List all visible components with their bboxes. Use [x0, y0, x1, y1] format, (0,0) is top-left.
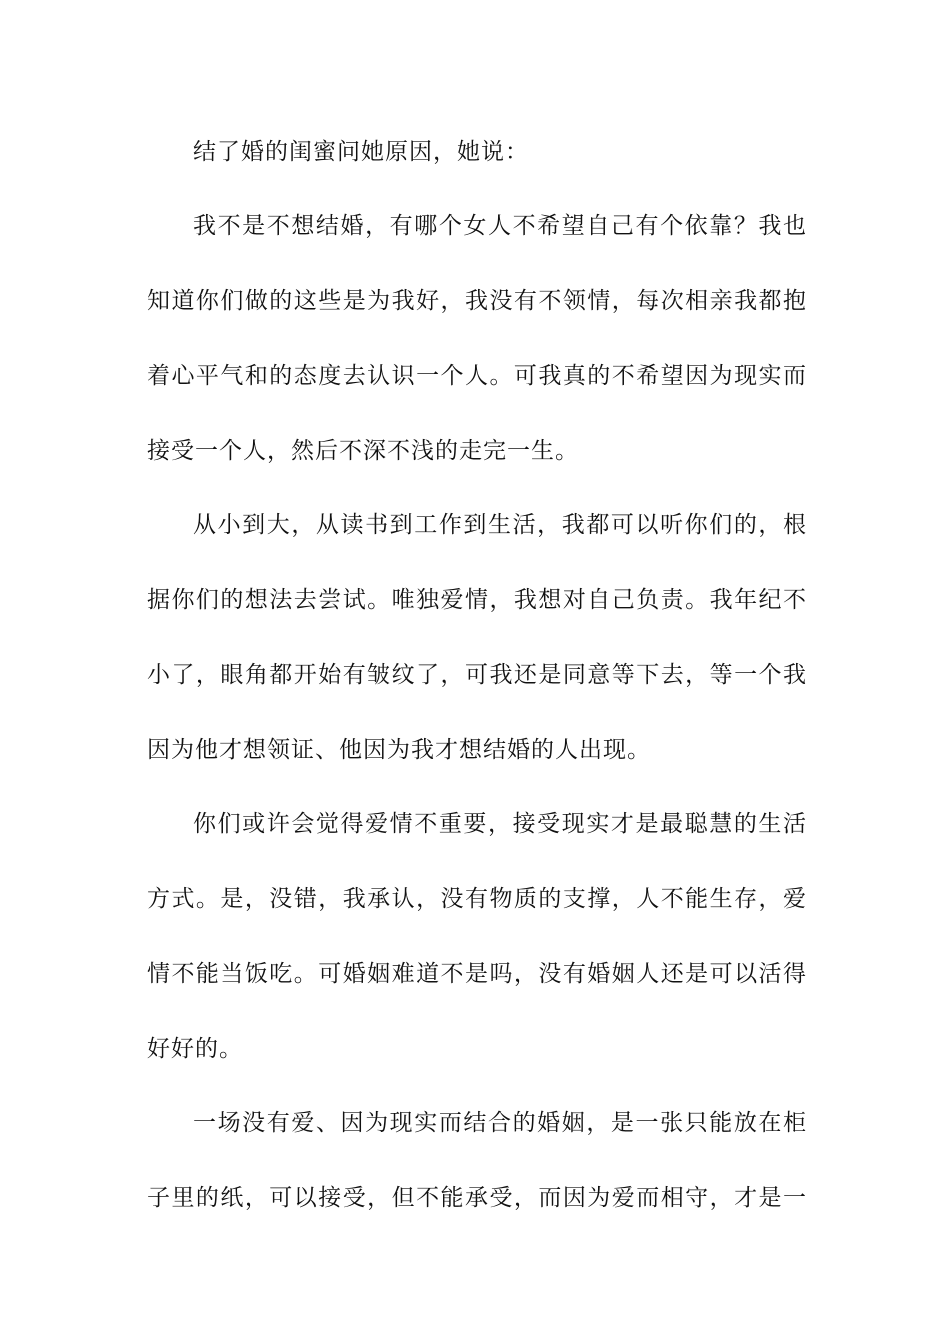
- paragraph-3: [147, 488, 807, 788]
- text-line: 据你们的想法去尝试。唯独爱情，我想对自己负责。我年纪不: [147, 587, 807, 613]
- text-line: 子里的纸，可以接受，但不能承受，而因为爱而相守，才是一: [147, 1185, 807, 1211]
- paragraph-5: [147, 1086, 807, 1236]
- text-line: 方式。是，没错，我承认，没有物质的支撑，人不能生存，爱: [147, 886, 807, 912]
- text-line: 知道你们做的这些是为我好，我没有不领情，每次相亲我都抱: [147, 288, 807, 314]
- text-line: 你们或许会觉得爱情不重要，接受现实才是最聪慧的生活: [193, 811, 807, 837]
- text-line: 一场没有爱、因为现实而结合的婚姻，是一张只能放在柜: [193, 1110, 807, 1136]
- paragraph-4: [147, 787, 807, 1087]
- paragraph-1: [147, 115, 807, 190]
- paragraph-2: [147, 189, 807, 489]
- text-line: 结了婚的闺蜜问她原因，她说：: [193, 139, 529, 165]
- text-line: 因为他才想领证、他因为我才想结婚的人出现。: [147, 737, 651, 763]
- text-line: 从小到大，从读书到工作到生活，我都可以听你们的，根: [193, 512, 807, 538]
- text-line: 好好的。: [147, 1036, 243, 1062]
- text-line: 情不能当饭吃。可婚姻难道不是吗，没有婚姻人还是可以活得: [147, 961, 807, 987]
- text-line: 小了，眼角都开始有皱纹了，可我还是同意等下去，等一个我: [147, 662, 807, 688]
- text-line: 接受一个人，然后不深不浅的走完一生。: [147, 438, 579, 464]
- text-line: 我不是不想结婚，有哪个女人不希望自己有个依靠？我也: [193, 213, 807, 239]
- text-line: 着心平气和的态度去认识一个人。可我真的不希望因为现实而: [147, 363, 807, 389]
